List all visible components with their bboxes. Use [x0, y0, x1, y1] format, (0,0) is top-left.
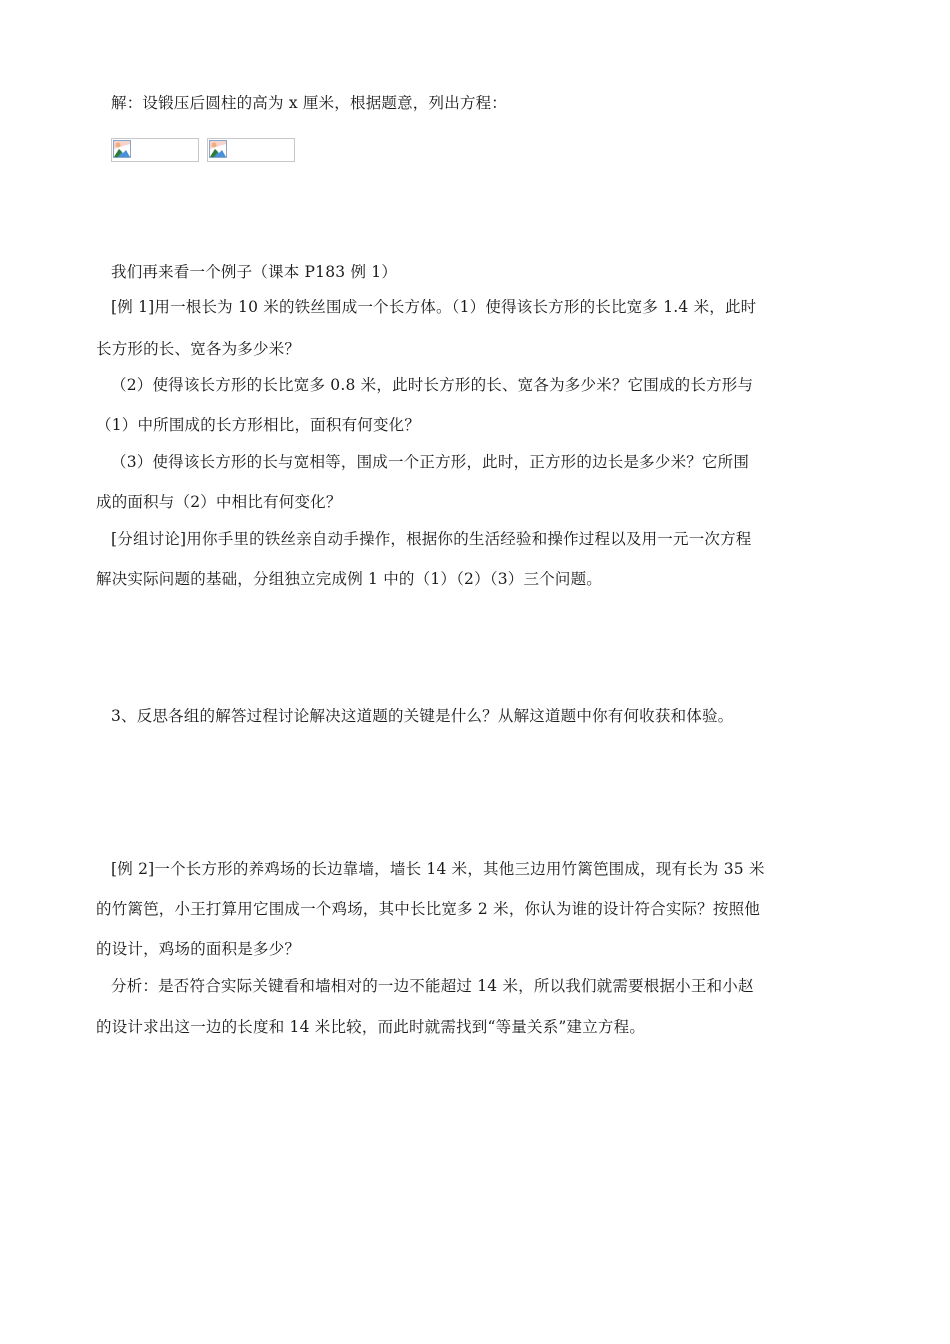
example2-line-1: [例 2]一个长方形的养鸡场的长边靠墙，墙长 14 米，其他三边用竹篱笆围成，现有长为 35 米: [111, 860, 765, 878]
example-intro: 我们再来看一个例子（课本 P183 例 1）: [111, 263, 398, 281]
broken-image-icon: [113, 140, 131, 158]
group-discussion-line-1: [分组讨论]用你手里的铁丝亲自动手操作，根据你的生活经验和操作过程以及用一元一次方程: [111, 530, 752, 548]
example1-line-4: （1）中所围成的长方形相比，面积有何变化？: [96, 416, 421, 434]
example2-line-3: 的设计，鸡场的面积是多少？: [96, 940, 301, 958]
analysis-line-1: 分析：是否符合实际关键看和墙相对的一边不能超过 14 米，所以我们就需要根据小王和小赵: [111, 977, 754, 995]
example1-line-6: 成的面积与（2）中相比有何变化？: [96, 493, 342, 511]
group-discussion-line-2: 解决实际问题的基础，分组独立完成例 1 中的（1）（2）（3）三个问题。: [96, 570, 603, 588]
equation-image-2: [207, 138, 295, 162]
example2-line-2: 的竹篱笆，小王打算用它围成一个鸡场，其中长比宽多 2 米，你认为谁的设计符合实际？按照他: [96, 900, 761, 918]
reflection-line: 3、反思各组的解答过程讨论解决这道题的关键是什么？从解这道题中你有何收获和体验。: [111, 707, 734, 725]
equation-image-1: [111, 138, 199, 162]
solution-line-1: 解：设锻压后圆柱的高为 x 厘米，根据题意，列出方程：: [111, 94, 507, 112]
example1-line-2: 长方形的长、宽各为多少米？: [96, 340, 301, 358]
example1-line-5: （3）使得该长方形的长与宽相等，围成一个正方形，此时，正方形的边长是多少米？它所围: [111, 453, 750, 471]
analysis-line-2: 的设计求出这一边的长度和 14 米比较，而此时就需找到“等量关系”建立方程。: [96, 1018, 646, 1036]
broken-image-icon: [209, 140, 227, 158]
equation-images: [111, 138, 295, 162]
example1-line-1: [例 1]用一根长为 10 米的铁丝围成一个长方体。（1）使得该长方形的长比宽多 1.4 米，此时: [111, 298, 757, 316]
example1-line-3: （2）使得该长方形的长比宽多 0.8 米，此时长方形的长、宽各为多少米？它围成的长方形与: [111, 376, 754, 394]
